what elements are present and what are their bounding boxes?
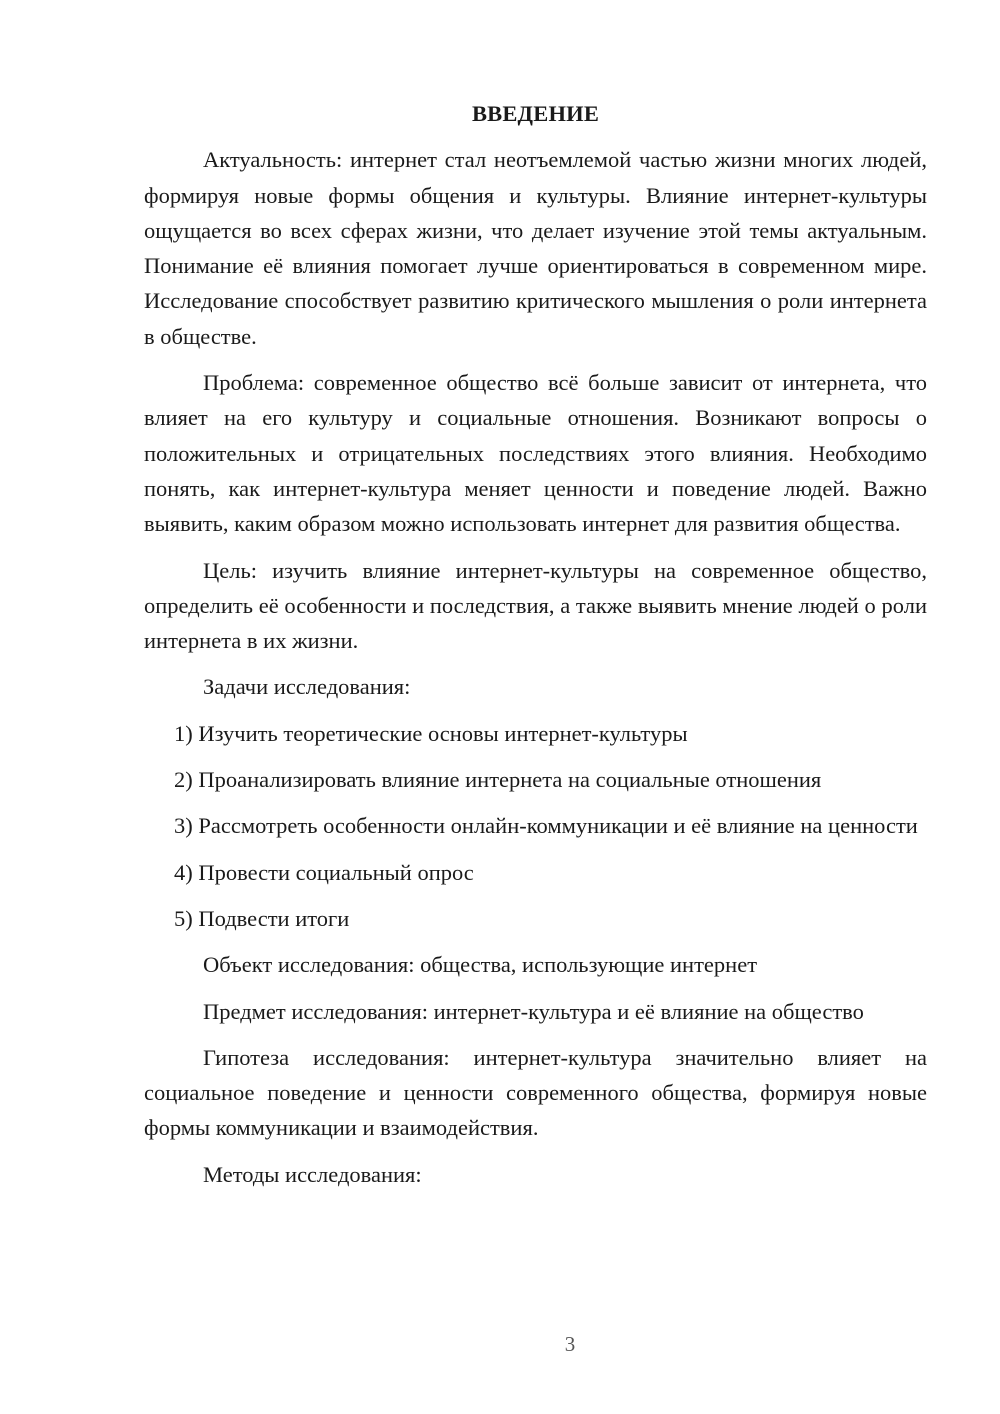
page-number: 3	[564, 1332, 576, 1356]
methods-heading: Методы исследования:	[203, 1161, 422, 1187]
relevance-paragraph: Актуальность: интернет стал неотъемлемой частью жизни многих людей, формируя новые формы общения и культуры. Влияние интернет-культуры ощущается во всех сферах жизни, что делает изучение этой темы актуальным. Понимание её влияния помогает лучше ориентироваться в современном мире. Исследование способствует развитию критического мышления о роли интернета в обществе.	[144, 147, 927, 349]
section-heading: ВВЕДЕНИЕ	[471, 101, 600, 126]
problem-paragraph: Проблема: современное общество всё больше зависит от интернета, что влияет на его культуру и социальные отношения. Возникают вопросы о положительных и отрицательных последствиях этого влияния. Необходимо понять, как интернет-культура меняет ценности и поведение людей. Важно выявить, каким образом можно использовать интернет для развития общества.	[144, 370, 927, 537]
tasks-heading: Задачи исследования:	[203, 674, 411, 700]
object-paragraph: Объект исследования: общества, использующие интернет	[203, 952, 758, 978]
task-item: 1) Изучить теоретические основы интернет-культуры	[174, 720, 688, 746]
goal-paragraph: Цель: изучить влияние интернет-культуры на современное общество, определить её особенности и последствия, а также выявить мнение людей о роли интернета в их жизни.	[144, 557, 927, 654]
page-content	[144, 96, 927, 1203]
hypothesis-paragraph: Гипотеза исследования: интернет-культура значительно влияет на социальное поведение и ценности современного общества, формируя новые формы коммуникации и взаимодействия.	[144, 1044, 927, 1141]
task-item: 3) Рассмотреть особенности онлайн-коммуникации и её влияние на ценности	[174, 813, 918, 839]
task-item: 4) Провести социальный опрос	[174, 859, 474, 885]
task-item: 2) Проанализировать влияние интернета на социальные отношения	[174, 767, 822, 793]
subject-paragraph: Предмет исследования: интернет-культура и её влияние на общество	[203, 998, 864, 1024]
task-item: 5) Подвести итоги	[174, 905, 350, 931]
